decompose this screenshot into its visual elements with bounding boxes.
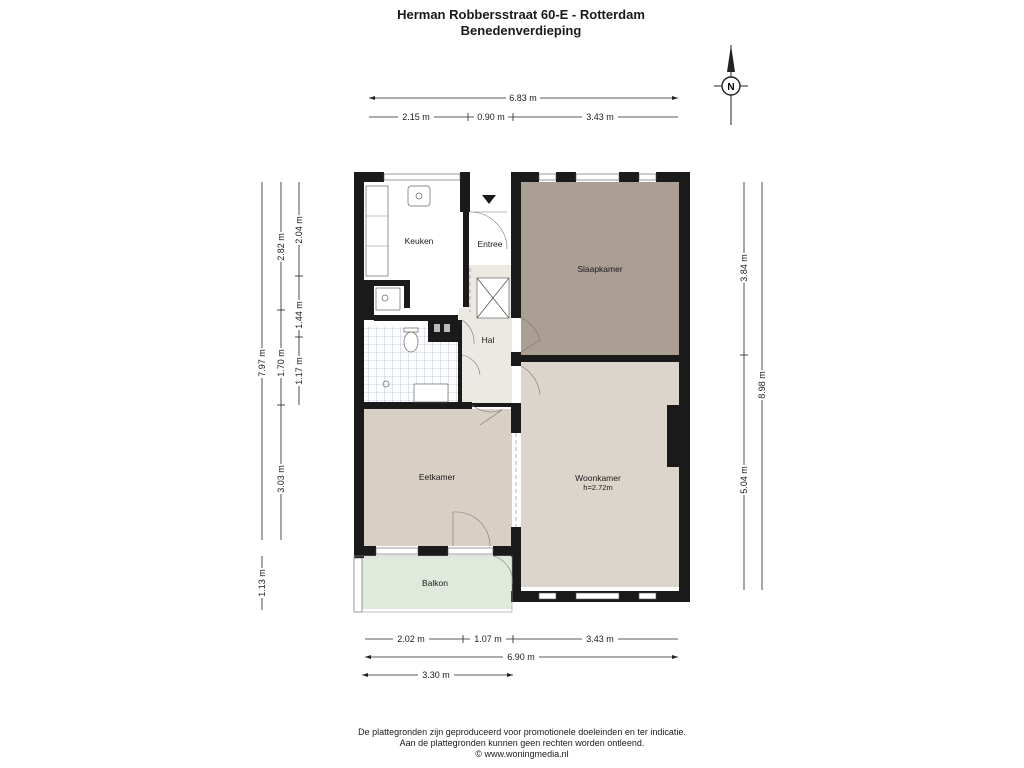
dim-right-a: 3.84 m [739, 254, 749, 282]
compass-label: N [727, 82, 735, 93]
dim-bottom-a: 2.02 m [397, 634, 425, 644]
dim-top-b: 0.90 m [477, 112, 505, 122]
dim-left-c: 3.03 m [276, 465, 286, 493]
dim-bottom-balcony: 3.30 m [422, 670, 450, 680]
dim-top-c: 3.43 m [586, 112, 614, 122]
dim-left-total: 7.97 m [257, 349, 267, 377]
dim-left-b1: 1.17 m [294, 357, 304, 385]
bottom-dimensions [362, 633, 678, 680]
dim-top-total: 6.83 m [509, 93, 537, 103]
dim-bottom-b: 1.07 m [474, 634, 502, 644]
dim-left-a1: 2.04 m [294, 216, 304, 244]
compass-icon [714, 45, 748, 125]
dim-left-b: 1.70 m [276, 349, 286, 377]
dim-right-total: 8.98 m [757, 371, 767, 399]
top-dimensions [369, 92, 678, 122]
dim-bottom-total: 6.90 m [507, 652, 535, 662]
room-hal: Hal [481, 335, 495, 345]
room-balkon: Balkon [422, 578, 448, 588]
dim-right-b: 5.04 m [739, 466, 749, 494]
dim-top-a: 2.15 m [402, 112, 430, 122]
left-dimensions [255, 182, 306, 610]
dim-left-balcony: 1.13 m [257, 569, 267, 597]
room-woonkamer: Woonkamer [575, 473, 621, 483]
entrance-arrow-icon [482, 195, 496, 204]
copyright: © www.woningmedia.nl [475, 749, 569, 759]
room-entree: Entree [477, 239, 503, 249]
dim-left-a: 2.82 m [276, 233, 286, 261]
plan-title: Herman Robbersstraat 60-E - Rotterdam [397, 7, 645, 22]
room-woonkamer-height: h=2.72m [583, 483, 613, 492]
room-eetkamer: Eetkamer [418, 472, 456, 482]
room-keuken: Keuken [404, 236, 434, 246]
room-slaapkamer: Slaapkamer [577, 264, 623, 274]
floor-title: Benedenverdieping [460, 23, 582, 38]
dim-bottom-c: 3.43 m [586, 634, 614, 644]
dim-left-a2: 1.44 m [294, 301, 304, 329]
right-dimensions [737, 182, 769, 590]
disclaimer-line-1: De plattegronden zijn geproduceerd voor promotionele doeleinden en ter indicatie. [358, 727, 686, 737]
disclaimer-line-2: Aan de plattegronden kunnen geen rechten worden ontleend. [399, 738, 645, 748]
